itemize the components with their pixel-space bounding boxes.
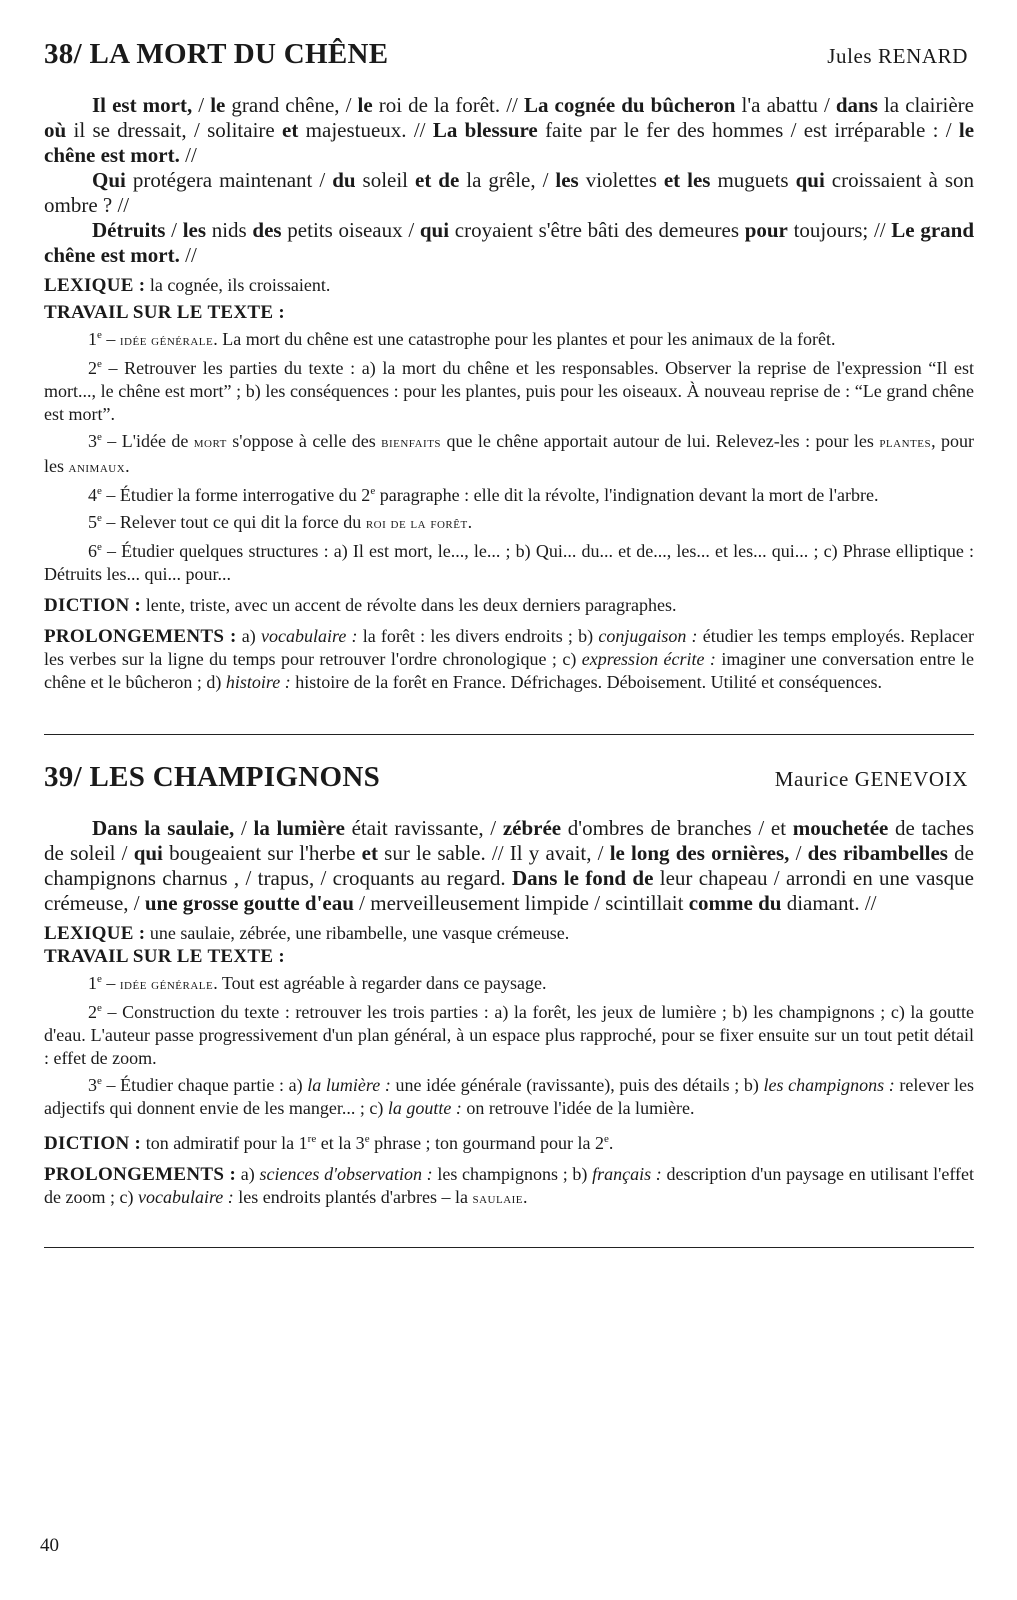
section-39-diction <box>44 1128 974 1155</box>
text-run: on retrouve l'idée de la lumière. <box>461 1098 695 1118</box>
text-run: 1 <box>88 329 97 349</box>
text-run: que le chêne apportait autour de lui. Relevez-les : pour les <box>441 431 880 451</box>
text-run: la forêt : les divers endroits ; b) <box>357 626 599 646</box>
text-run: roi de la forêt <box>365 516 468 532</box>
text-run: . La mort du chêne est une catastrophe pour les plantes et pour les animaux de la forêt. <box>213 329 836 349</box>
text-run: e <box>97 329 102 341</box>
lexique-text: une saulaie, zébrée, une ribambelle, une vasque crémeuse. <box>145 923 570 943</box>
text-run: Détruits <box>92 218 166 242</box>
section-39-item-1 <box>44 968 974 997</box>
text-run: description d'un paysage en utilisant l'effet de zoom ; c) <box>44 1164 974 1207</box>
section-38-prolongements <box>44 625 974 694</box>
lexique-label: LEXIQUE : <box>44 275 146 296</box>
text-run: idée générale <box>119 977 214 993</box>
text-run: 4 <box>88 485 97 505</box>
text-run: protégera maintenant / <box>125 168 333 192</box>
text-run: et les <box>663 168 711 192</box>
text-run: il se dressait, / solitaire <box>66 118 283 142</box>
text-run: de taches de soleil / <box>44 816 974 865</box>
section-38-diction <box>44 594 974 617</box>
diction-text <box>141 1133 613 1153</box>
section-38-paragraph-3 <box>44 218 974 268</box>
text-run: . <box>125 456 130 476</box>
text-run: mort <box>193 435 227 451</box>
text-run: leur chapeau / arrondi en une vasque crémeuse, / <box>44 866 974 915</box>
page-number: 40 <box>40 1535 59 1556</box>
text-run: a) <box>236 1164 260 1184</box>
text-run: sur le sable. // Il y avait, / <box>377 841 610 865</box>
text-run: phrase ; ton gourmand pour la 2 <box>369 1133 605 1153</box>
text-run: re <box>307 1133 317 1145</box>
text-run: violettes <box>578 168 664 192</box>
text-run: / <box>234 816 254 840</box>
section-38-header <box>44 38 974 71</box>
text-run: 6 <box>88 541 97 561</box>
lexique-label: LEXIQUE : <box>44 923 146 944</box>
text-run: histoire de la forêt en France. Défrichages. Déboisement. Utilité et conséquences. <box>290 672 883 692</box>
section-38-item-4 <box>44 480 974 507</box>
text-run: et <box>361 841 378 865</box>
text-run: Il est mort, <box>92 93 193 117</box>
text-run: Dans le fond de <box>511 866 654 890</box>
text-run: / <box>192 93 211 117</box>
text-run: faite par le fer des hommes / est irréparable : / <box>537 118 959 142</box>
text-run: était ravissante, / <box>344 816 503 840</box>
text-run: comme du <box>688 891 782 915</box>
text-run: français : <box>592 1164 662 1184</box>
text-run: 5 <box>88 512 97 532</box>
text-run: e <box>97 485 102 497</box>
text-run: paragraphe : elle dit la révolte, l'indignation devant la mort de l'arbre. <box>375 485 879 505</box>
text-run: l'a abattu / <box>735 93 836 117</box>
text-run: la goutte : <box>387 1098 462 1118</box>
page <box>44 38 974 1248</box>
travail-label: TRAVAIL SUR LE TEXTE : <box>44 302 286 323</box>
text-run: 3 <box>88 1075 97 1095</box>
text-run: les endroits plantés d'arbres – la <box>233 1187 473 1207</box>
text-run: muguets <box>710 168 796 192</box>
text-run: une idée générale (ravissante), puis des détails ; b) <box>390 1075 764 1095</box>
text-run: des ribambelles <box>807 841 948 865</box>
section-38-item-5 <box>44 507 974 536</box>
text-run: / <box>165 218 183 242</box>
text-run: 2 <box>88 1002 97 1022</box>
text-run: vocabulaire : <box>261 626 358 646</box>
text-run: bienfaits <box>381 435 442 451</box>
text-run: dans <box>835 93 878 117</box>
text-run: des <box>252 218 282 242</box>
section-39-header <box>44 761 974 794</box>
text-run: toujours; // <box>787 218 892 242</box>
text-run: e <box>370 485 376 497</box>
text-run: qui <box>795 168 825 192</box>
text-run: qui <box>133 841 163 865</box>
text-run: e <box>97 973 102 985</box>
lexique-text: la cognée, ils croissaient. <box>145 275 331 295</box>
text-run: e <box>97 541 102 553</box>
diction-label: DICTION : <box>44 595 142 616</box>
text-run: de champignons charnus , / trapus, / croquants au regard. <box>44 841 974 890</box>
diction-text: lente, triste, avec un accent de révolte dans les deux derniers paragraphes. <box>141 595 677 615</box>
text-run: imaginer une conversation entre le chêne et le bûcheron ; d) <box>44 649 974 692</box>
text-run: e <box>364 1133 370 1145</box>
section-38-author: Jules RENARD <box>827 44 968 68</box>
text-run: e <box>97 431 102 443</box>
text-run: le <box>357 93 373 117</box>
text-run: bougeaient sur l'herbe <box>162 841 362 865</box>
text-run: // <box>179 143 197 167</box>
text-run: relever les adjectifs qui donnent envie de les manger... ; c) <box>44 1075 974 1118</box>
text-run: 1 <box>88 973 97 993</box>
section-39-travail-heading <box>44 945 974 968</box>
text-run: plantes <box>879 435 932 451</box>
text-run: . <box>523 1187 528 1207</box>
text-run: e <box>97 1002 102 1014</box>
text-run: a) <box>236 626 261 646</box>
text-run: croissaient à son ombre ? // <box>44 168 975 217</box>
section-39-title: 39/ LES CHAMPIGNONS <box>44 761 381 793</box>
text-run: et <box>282 118 299 142</box>
text-run: – Étudier chaque partie : a) <box>101 1075 308 1095</box>
text-run: – <box>101 973 120 993</box>
text-run: e <box>97 1075 102 1087</box>
text-run: diamant. // <box>781 891 877 915</box>
text-run: saulaie <box>472 1191 524 1207</box>
section-39-author: Maurice GENEVOIX <box>774 767 968 791</box>
section-38-item-6 <box>44 536 974 586</box>
text-run: animaux <box>68 460 126 476</box>
section-38-item-2 <box>44 353 974 426</box>
text-run: grand chêne, / <box>225 93 358 117</box>
section-39-item-3 <box>44 1070 974 1120</box>
section-39-item-2 <box>44 997 974 1070</box>
text-run: la lumière : <box>307 1075 391 1095</box>
text-run: pour <box>744 218 788 242</box>
section-38-item-3 <box>44 426 974 480</box>
text-run: Le grand chêne est mort. <box>44 218 974 267</box>
text-run: les <box>555 168 579 192</box>
text-run: le long des ornières, <box>609 841 790 865</box>
text-run: la clairière <box>877 93 974 117</box>
text-run: // <box>179 243 197 267</box>
text-run: – Construction du texte : retrouver les trois parties : a) la forêt, les jeux de lumière ; b) les champignons ; c) la goutte d'eau. L'auteur passe progressivement d'un plan général, à un espace plus rapproché, pour se fixer ensuite sur un tout petit détail : effet de zoom. <box>44 1002 974 1068</box>
text-run: 2 <box>88 358 97 378</box>
text-run: – L'idée de <box>101 431 194 451</box>
section-38-travail-heading <box>44 301 974 324</box>
section-38-title: 38/ LA MORT DU CHÊNE <box>44 38 389 70</box>
text-run: roi de la forêt. // <box>372 93 524 117</box>
prolongements-label: PROLONGEMENTS : <box>44 1164 237 1185</box>
text-run: Qui <box>92 168 126 192</box>
text-run: où <box>44 118 67 142</box>
text-run: . <box>467 512 473 532</box>
text-run: – Retrouver les parties du texte : a) la mort du chêne et les responsables. Observer la reprise de l'expression “Il est mort..., le chêne est mort” ; b) les conséquences : pour les plantes, puis pour les oiseaux. À nouveau reprise de : “Le grand chêne est mort”. <box>44 358 974 424</box>
travail-label: TRAVAIL SUR LE TEXTE : <box>44 946 286 967</box>
text-run: les champignons ; b) <box>432 1164 593 1184</box>
text-run: 3 <box>88 431 97 451</box>
text-run: vocabulaire : <box>137 1187 234 1207</box>
text-run: / merveilleusement limpide / scintillait <box>353 891 689 915</box>
text-run: – Relever tout ce qui dit la force du <box>101 512 366 532</box>
text-run: / <box>789 841 808 865</box>
text-run: e <box>97 512 102 524</box>
text-run: le <box>210 93 226 117</box>
section-38-paragraph-2 <box>44 168 974 218</box>
text-run: . Tout est agréable à regarder dans ce paysage. <box>213 973 547 993</box>
text-run: – <box>101 329 120 349</box>
text-run: sciences d'observation : <box>259 1164 433 1184</box>
text-run: une grosse goutte d'eau <box>144 891 354 915</box>
text-run: conjugaison : <box>598 626 698 646</box>
text-run: s'oppose à celle des <box>226 431 382 451</box>
text-run: La blessure <box>432 118 538 142</box>
text-run: croyaient s'être bâti des demeures <box>449 218 745 242</box>
text-run: . <box>608 1133 614 1153</box>
text-run: La cognée du bûcheron <box>523 93 736 117</box>
text-run: et la 3 <box>316 1133 365 1153</box>
text-run: idée générale <box>119 333 214 349</box>
text-run: les <box>182 218 207 242</box>
diction-label: DICTION : <box>44 1133 142 1154</box>
text-run: – Étudier la forme interrogative du 2 <box>101 485 371 505</box>
text-run: – Étudier quelques structures : a) Il est mort, le..., le... ; b) Qui... du... et de..., les... et les... qui... ; c) Phrase elliptique : Détruits les... qui... pour... <box>44 541 974 584</box>
text-run: histoire : <box>225 672 291 692</box>
section-38-lexique <box>44 274 974 297</box>
text-run: Dans la saulaie, <box>92 816 235 840</box>
prolongements-label: PROLONGEMENTS : <box>44 626 237 647</box>
bottom-rule <box>44 1247 974 1248</box>
text-run: expression écrite : <box>581 649 716 669</box>
text-run: e <box>97 358 102 370</box>
text-run: et de <box>415 168 460 192</box>
text-run: le chêne est mort. <box>44 118 975 167</box>
text-run: d'ombres de branches / et <box>561 816 793 840</box>
text-run: qui <box>419 218 450 242</box>
text-run: ton admiratif pour la 1 <box>141 1133 308 1153</box>
section-39-lexique <box>44 922 974 945</box>
text-run: petits oiseaux / <box>281 218 420 242</box>
section-39-paragraph-1 <box>44 816 974 916</box>
text-run: zébrée <box>502 816 562 840</box>
text-run: nids <box>206 218 253 242</box>
section-38-item-1 <box>44 324 974 353</box>
text-run: majestueux. // <box>298 118 433 142</box>
text-run: du <box>332 168 356 192</box>
text-run: mouchetée <box>792 816 889 840</box>
text-run: la lumière <box>253 816 345 840</box>
section-38-paragraph-1 <box>44 93 974 168</box>
text-run: étudier les temps employés. Replacer les verbes sur la ligne du temps pour retrouver l'ordre chronologique ; c) <box>44 626 974 669</box>
section-39-prolongements <box>44 1163 974 1211</box>
text-run: , pour les <box>44 431 974 476</box>
text-run: la grêle, / <box>459 168 556 192</box>
text-run: les champignons : <box>763 1075 895 1095</box>
text-run: soleil <box>355 168 415 192</box>
text-run: e <box>604 1133 609 1145</box>
